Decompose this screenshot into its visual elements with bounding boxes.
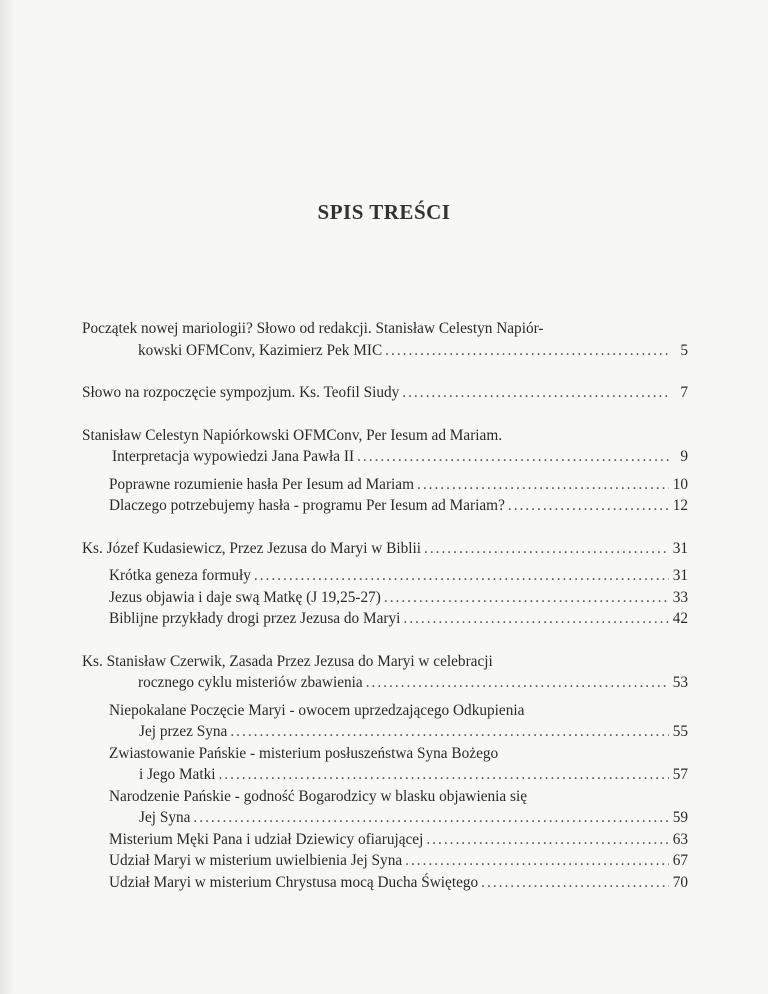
toc-subentry (109, 474, 688, 496)
toc-subentry-text2: i Jego Matki (139, 766, 216, 783)
toc-subentry (109, 565, 688, 587)
toc-entry-continuation (112, 446, 688, 468)
page-number: 42 (672, 610, 688, 627)
dot-leader (402, 382, 669, 404)
page-number: 9 (680, 448, 688, 465)
toc-entry-text: Słowo na rozpoczęcie sympozjum. Ks. Teofil Siudy (82, 384, 400, 401)
dot-leader (424, 538, 669, 560)
toc-entry-continuation (138, 672, 688, 694)
dot-leader (193, 807, 669, 829)
toc-subentry-text2: Jej Syna (139, 809, 191, 826)
page-number: 7 (680, 384, 688, 401)
page-number: 53 (672, 674, 688, 691)
toc-entry-text: rocznego cyklu misteriów zbawienia (138, 674, 363, 691)
toc-subentry (109, 872, 688, 894)
toc-subentry-text: Niepokalane Poczęcie Maryi - owocem uprzedzającego Odkupienia (109, 701, 525, 719)
page-number: 33 (672, 588, 688, 606)
toc-subentry-text: Jezus objawia i daje swą Matkę (J 19,25-27) (109, 588, 381, 606)
dot-leader (385, 340, 669, 362)
toc-subentry (109, 850, 688, 872)
toc-entry-text: Ks. Józef Kudasiewicz, Przez Jezusa do Maryi w Biblii (82, 539, 421, 557)
toc-subentry-text: Biblijne przykłady drogi przez Jezusa do Maryi (109, 610, 401, 627)
page-number: 12 (672, 497, 688, 514)
toc-entry-line: Stanisław Celestyn Napiórkowski OFMConv, Per Iesum ad Mariam. (82, 426, 503, 444)
toc-subentry-continuation (139, 764, 688, 786)
page-number: 59 (672, 809, 688, 826)
dot-leader (403, 608, 669, 630)
toc-subentry-continuation (139, 807, 688, 829)
dot-leader (218, 764, 669, 786)
page-number: 55 (672, 723, 688, 740)
page-edge-shadow (0, 0, 14, 994)
toc-entry-czerwik (82, 651, 688, 894)
page-number: 31 (672, 539, 688, 557)
toc-subentry-continuation (139, 721, 688, 743)
page-title: SPIS TREŚCI (317, 200, 451, 224)
page-number: 57 (672, 766, 688, 783)
toc-subentry-text: Poprawne rozumienie hasła Per Iesum ad Mariam (109, 475, 414, 493)
toc-entry-napiorkowski (82, 425, 688, 517)
toc-entry-line (82, 538, 688, 560)
dot-leader (481, 872, 669, 894)
toc-subentry-text: Udział Maryi w misterium uwielbienia Jej Syna (109, 852, 403, 869)
toc-subentry-text: Zwiastowanie Pańskie - misterium posłuszeństwa Syna Bożego (109, 744, 499, 762)
page-number: 31 (672, 567, 688, 584)
page-number: 10 (672, 475, 688, 493)
toc-subentry (109, 700, 688, 743)
dot-leader (405, 850, 669, 872)
table-of-contents (82, 318, 688, 914)
toc-subentry-text: Udział Maryi w misterium Chrystusa mocą Ducha Świętego (109, 873, 479, 891)
dot-leader (230, 721, 669, 743)
page-number: 63 (672, 830, 688, 848)
toc-entry-line: Ks. Stanisław Czerwik, Zasada Przez Jezusa do Maryi w celebracji (82, 652, 493, 670)
dot-leader (366, 672, 669, 694)
toc-subentry (109, 608, 688, 630)
dot-leader (426, 829, 669, 851)
toc-subentry (109, 829, 688, 851)
toc-subentry-text: Dlaczego potrzebujemy hasła - programu Per Iesum ad Mariam? (109, 497, 505, 514)
dot-leader (508, 495, 669, 517)
page-number: 70 (672, 873, 688, 891)
toc-entry-foreword (82, 318, 688, 361)
toc-subentry-text2: Jej przez Syna (139, 723, 228, 740)
dot-leader (417, 474, 669, 496)
toc-subentries (109, 474, 688, 517)
dot-leader (384, 587, 669, 609)
toc-entry-continuation (138, 340, 688, 362)
toc-subentry (109, 743, 688, 786)
toc-subentry-text: Narodzenie Pańskie - godność Bogarodzicy w blasku objawienia się (109, 787, 527, 805)
toc-subentries (109, 565, 688, 630)
toc-entry-text: Interpretacja wypowiedzi Jana Pawła II (112, 448, 355, 465)
toc-entry-line (82, 382, 688, 404)
toc-subentries (109, 700, 688, 894)
toc-entry-opening (82, 382, 688, 404)
page-number: 67 (672, 852, 688, 869)
toc-subentry (109, 587, 688, 609)
toc-entry-text: kowski OFMConv, Kazimierz Pek MIC (138, 341, 383, 359)
toc-entry-kudasiewicz (82, 538, 688, 630)
dot-leader (254, 565, 669, 587)
toc-subentry-text: Misterium Męki Pana i udział Dziewicy ofiarującej (109, 830, 424, 848)
page-number: 5 (680, 341, 688, 359)
toc-subentry-text: Krótka geneza formuły (109, 567, 251, 584)
toc-subentry (109, 495, 688, 517)
toc-subentry (109, 786, 688, 829)
toc-entry-line: Początek nowej mariologii? Słowo od redakcji. Stanisław Celestyn Napiór- (82, 320, 544, 337)
dot-leader (357, 446, 669, 468)
